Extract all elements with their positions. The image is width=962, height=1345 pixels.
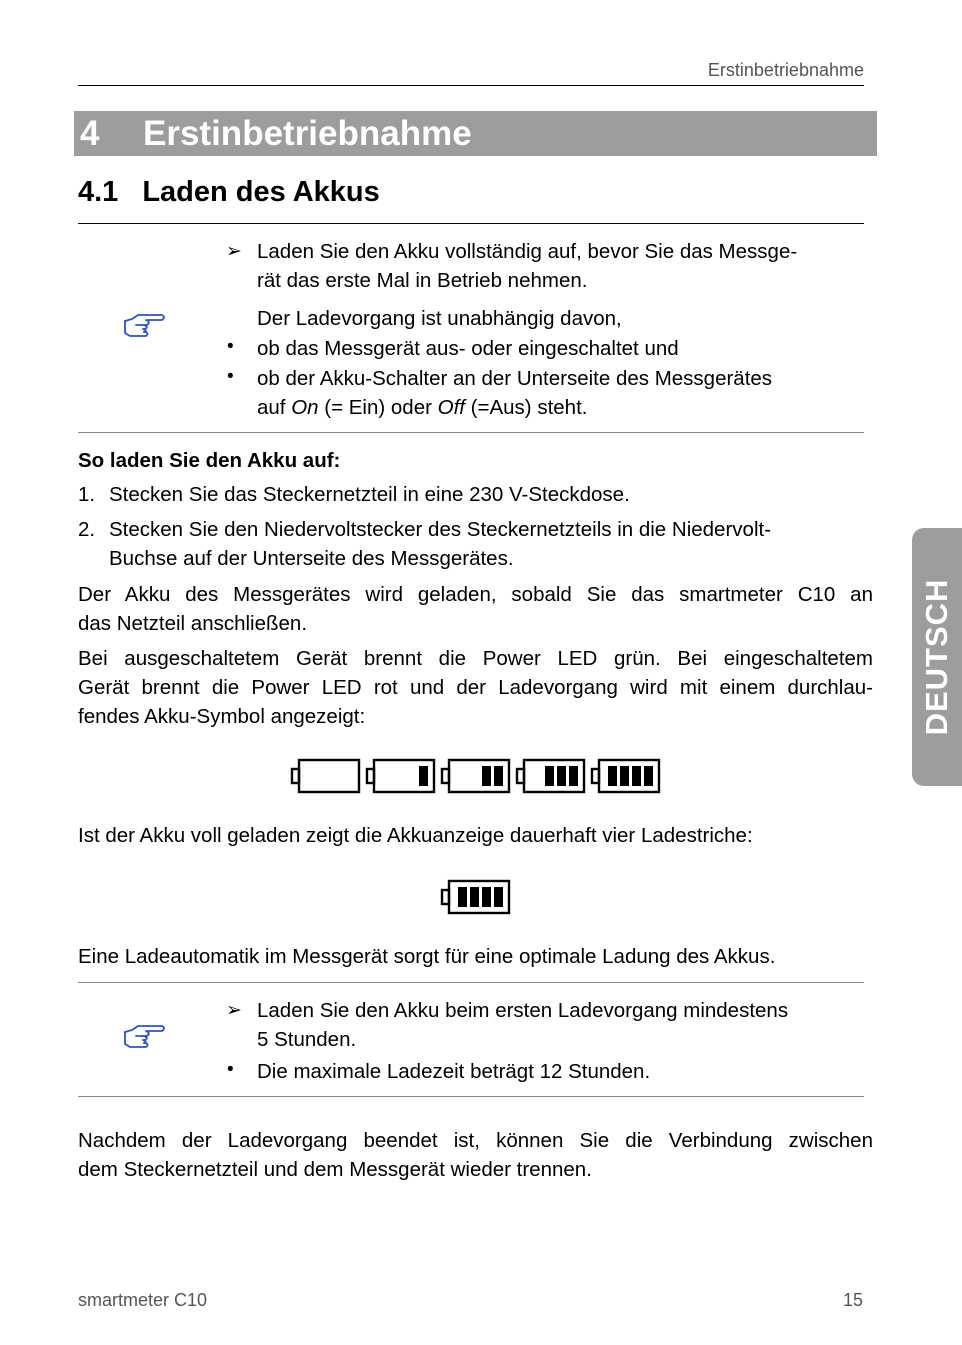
step-1: Stecken Sie das Steckernetzteil in eine 230 V-Steckdose. xyxy=(109,483,630,506)
text-fragment: (=Aus) steht. xyxy=(464,396,588,419)
step-2-line1: Stecken Sie den Niedervoltstecker des Steckernetzteils in die Niedervolt- xyxy=(109,518,772,541)
section-number: 4.1 xyxy=(78,176,119,208)
battery-bar xyxy=(482,887,491,907)
battery-bar xyxy=(419,766,428,786)
language-tab-label: DEUTSCH xyxy=(919,578,954,736)
section-heading xyxy=(78,176,380,209)
bullet: • xyxy=(227,1059,234,1080)
battery-bar xyxy=(545,766,554,786)
battery-bar xyxy=(644,766,653,786)
para2-line3: fendes Akku-Symbol angezeigt: xyxy=(78,705,366,728)
battery-charging-sequence xyxy=(291,758,663,794)
para4: Eine Ladeautomatik im Messgerät sorgt für eine optimale Ladung des Akkus. xyxy=(78,945,776,968)
battery-icon xyxy=(441,879,511,915)
para1-line1: Der Akku des Messgerätes wird geladen, sobald Sie das smartmeter C10 an xyxy=(78,583,873,606)
battery-bar xyxy=(569,766,578,786)
footer-page-number: 15 xyxy=(843,1290,864,1310)
battery-bar xyxy=(482,766,491,786)
battery-bar xyxy=(608,766,617,786)
battery-icon xyxy=(291,758,361,794)
battery-icon xyxy=(591,758,661,794)
switch-on-label: On xyxy=(291,396,319,419)
note1-top-rule xyxy=(78,223,864,224)
section-title: Laden des Akkus xyxy=(142,176,380,208)
battery-icon xyxy=(516,758,586,794)
note1-bullet1: ob das Messgerät aus- oder eingeschaltet und xyxy=(257,337,679,360)
running-header: Erstinbetriebnahme xyxy=(78,60,864,86)
note1-arrow-line1: Laden Sie den Akku vollständig auf, bevor Sie das Messge- xyxy=(257,240,798,263)
step-number: 2. xyxy=(78,518,96,541)
note2-arrow-line1: Laden Sie den Akku beim ersten Ladevorgang mindestens xyxy=(257,999,789,1022)
switch-off-label: Off xyxy=(437,396,465,419)
battery-bar xyxy=(632,766,641,786)
arrow-bullet: ➢ xyxy=(226,1000,242,1021)
bullet: • xyxy=(227,366,234,387)
battery-bar xyxy=(458,887,467,907)
note1-intro: Der Ladevorgang ist unabhängig davon, xyxy=(257,307,622,330)
battery-bar xyxy=(494,887,503,907)
para2-line2: Gerät brennt die Power LED rot und der Ladevorgang wird mit einem durchlau- xyxy=(78,676,873,699)
pointing-hand-icon xyxy=(122,1022,168,1050)
text-fragment: auf xyxy=(257,396,292,419)
pointing-hand-icon xyxy=(122,311,168,339)
battery-bar xyxy=(620,766,629,786)
note1-bottom-rule xyxy=(78,432,864,433)
note2-arrow-line2: 5 Stunden. xyxy=(257,1028,357,1051)
para1-line2: das Netzteil anschließen. xyxy=(78,612,308,635)
bullet: • xyxy=(227,336,234,357)
footer-product: smartmeter C10 xyxy=(78,1290,208,1310)
para3: Ist der Akku voll geladen zeigt die Akkuanzeige dauerhaft vier Ladestriche: xyxy=(78,824,753,847)
chapter-number: 4 xyxy=(80,114,100,153)
note1-bullet2: ob der Akku-Schalter an der Unterseite des Messgerätes xyxy=(257,367,773,390)
para5-line1: Nachdem der Ladevorgang beendet ist, können Sie die Verbindung zwischen xyxy=(78,1129,873,1152)
battery-bar xyxy=(470,887,479,907)
step-number: 1. xyxy=(78,483,96,506)
chapter-heading xyxy=(74,111,877,156)
step-2-line2: Buchse auf der Unterseite des Messgerätes. xyxy=(109,547,514,570)
para5-line2: dem Steckernetzteil und dem Messgerät wieder trennen. xyxy=(78,1158,592,1181)
battery-full-indicator xyxy=(441,879,513,915)
para2-line1: Bei ausgeschaltetem Gerät brennt die Power LED grün. Bei eingeschaltetem xyxy=(78,647,873,670)
language-tab xyxy=(912,528,962,786)
battery-bar xyxy=(557,766,566,786)
note1-bullet2-line2 xyxy=(257,393,587,422)
arrow-bullet: ➢ xyxy=(226,241,242,262)
note2-bullet1: Die maximale Ladezeit beträgt 12 Stunden. xyxy=(257,1060,651,1083)
note2-bottom-rule xyxy=(78,1096,864,1097)
note2-top-rule xyxy=(78,982,864,983)
battery-icon xyxy=(366,758,436,794)
howto-heading: So laden Sie den Akku auf: xyxy=(78,449,341,472)
battery-bar xyxy=(494,766,503,786)
battery-icon xyxy=(441,758,511,794)
text-fragment: (= Ein) oder xyxy=(318,396,438,419)
chapter-title: Erstinbetriebnahme xyxy=(143,114,472,153)
note1-arrow-line2: rät das erste Mal in Betrieb nehmen. xyxy=(257,269,588,292)
